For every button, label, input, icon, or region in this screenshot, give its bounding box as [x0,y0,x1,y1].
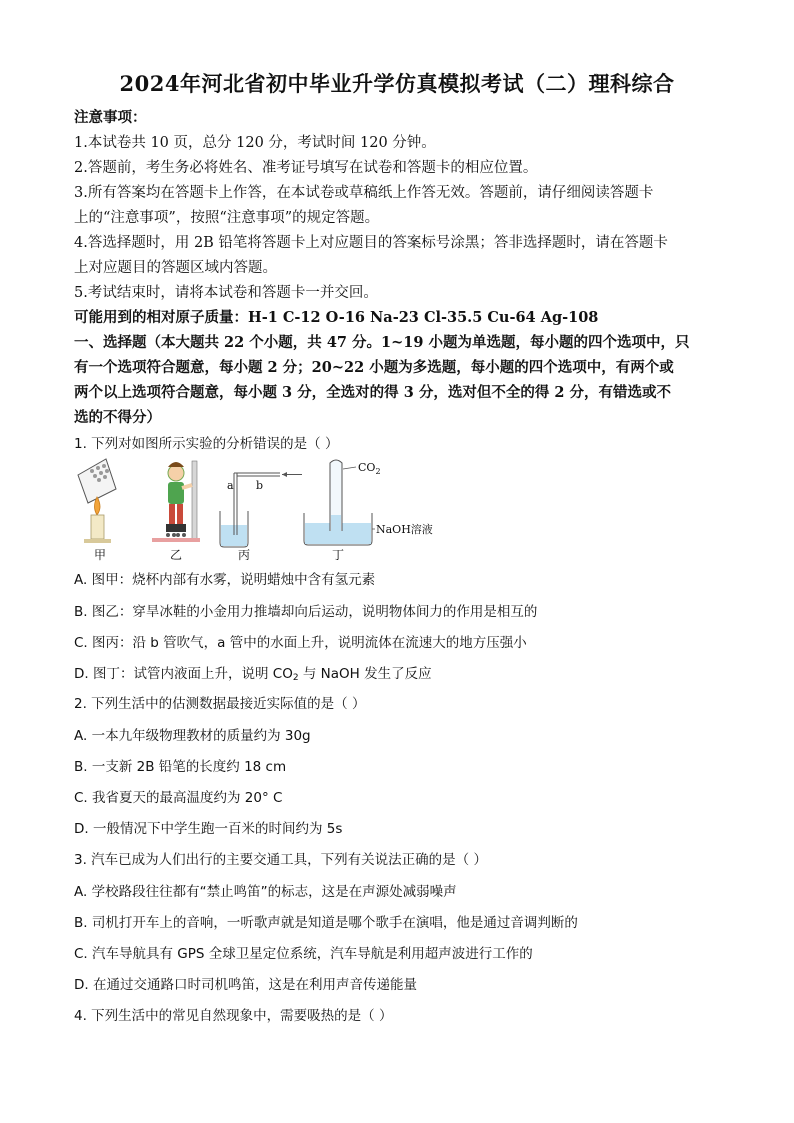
figure-label-bing: 丙 [238,548,251,562]
option-d-subscript: 2 [292,673,299,683]
skater-illustration [152,461,200,542]
question-2-option-d: D. 一般情况下中学生跑一百米的时间约为 5s [74,821,343,837]
question-1-option-a: A. 图甲：烧杯内部有水雾，说明蜡烛中含有氢元素 [74,572,376,588]
experiment-figure-svg [70,455,490,565]
note-item: 1.本试卷共 10 页，总分 120 分，考试时间 120 分钟。 [74,135,436,151]
section-instructions: 选的不得分） [74,409,161,426]
section-instructions: 有一个选项符合题意，每小题 2 分；20~22 小题为多选题，每小题的四个选项中，有两个或 [74,359,674,376]
question-1-option-b: B. 图乙：穿旱冰鞋的小金用力推墙却向后运动，说明物体间力的作用是相互的 [74,604,538,620]
section-instructions: 两个以上选项符合题意，每小题 3 分，全选对的得 3 分，选对但不全的得 2 分，有错选或不 [74,384,672,401]
candle-beaker-illustration [78,459,116,543]
question-1-option-c: C. 图丙：沿 b 管吹气，a 管中的水面上升，说明流体在流速大的地方压强小 [74,635,527,651]
naoh-solution-label: NaOH溶液 [376,523,433,536]
tube-b-label: b [256,479,264,492]
co2-label-main: CO [358,461,376,474]
option-d-text-end: 与 NaOH 发生了反应 [298,666,432,682]
exam-title: 2024年河北省初中毕业升学仿真模拟考试（二）理科综合 [119,71,675,96]
co2-label [358,461,381,476]
tube-a-label: a [227,479,234,492]
question-3-option-a: A. 学校路段往往都有“禁止鸣笛”的标志，这是在声源处减弱噪声 [74,884,457,900]
question-2-stem: 2. 下列生活中的估测数据最接近实际值的是（ ） [74,696,366,712]
note-item: 2.答题前，考生务必将姓名、准考证号填写在试卷和答题卡的相应位置。 [74,160,538,176]
question-3-stem: 3. 汽车已成为人们出行的主要交通工具，下列有关说法正确的是（ ） [74,852,487,868]
note-item: 上对应题目的答题区域内答题。 [74,260,277,276]
figure-label-yi: 乙 [170,548,183,562]
section-instructions: 一、选择题（本大题共 22 个小题，共 47 分。1~19 小题为单选题，每小题的四个选项中，只 [74,334,690,351]
note-item: 4.答选择题时，用 2B 铅笔将答题卡上对应题目的答案标号涂黑；答非选择题时，请在答题卡 [74,235,668,251]
question-1-option-d [74,662,432,683]
question-2-option-c: C. 我省夏天的最高温度约为 20° C [74,790,283,806]
atomic-masses: 可能用到的相对原子质量：H-1 C-12 O-16 Na-23 Cl-35.5 Cu-64 Ag-108 [74,309,599,326]
question-2-option-a: A. 一本九年级物理教材的质量约为 30g [74,728,311,744]
experiment-figure [70,455,490,565]
co2-label-sub: 2 [375,467,381,476]
question-4-stem: 4. 下列生活中的常见自然现象中，需要吸热的是（ ） [74,1008,393,1024]
note-item: 3.所有答案均在答题卡上作答，在本试卷或草稿纸上作答无效。答题前，请仔细阅读答题卡 [74,185,654,201]
question-1-stem: 1. 下列对如图所示实验的分析错误的是（ ） [74,436,339,452]
note-item: 5.考试结束时，请将本试卷和答题卡一并交回。 [74,285,378,301]
question-2-option-b: B. 一支新 2B 铅笔的长度约 18 cm [74,759,287,775]
note-item: 上的“注意事项”，按照“注意事项”的规定答题。 [74,210,380,226]
question-3-option-b: B. 司机打开车上的音响，一听歌声就是知道是哪个歌手在演唱，他是通过音调判断的 [74,915,578,931]
question-3-option-c: C. 汽车导航具有 GPS 全球卫星定位系统，汽车导航是利用超声波进行工作的 [74,946,533,962]
option-d-text: D. 图丁：试管内液面上升，说明 CO [74,666,293,682]
notes-heading: 注意事项： [74,109,147,126]
question-3-option-d: D. 在通过交通路口时司机鸣笛，这是在利用声音传递能量 [74,977,417,993]
figure-label-jia: 甲 [94,548,107,562]
figure-label-ding: 丁 [332,548,345,562]
